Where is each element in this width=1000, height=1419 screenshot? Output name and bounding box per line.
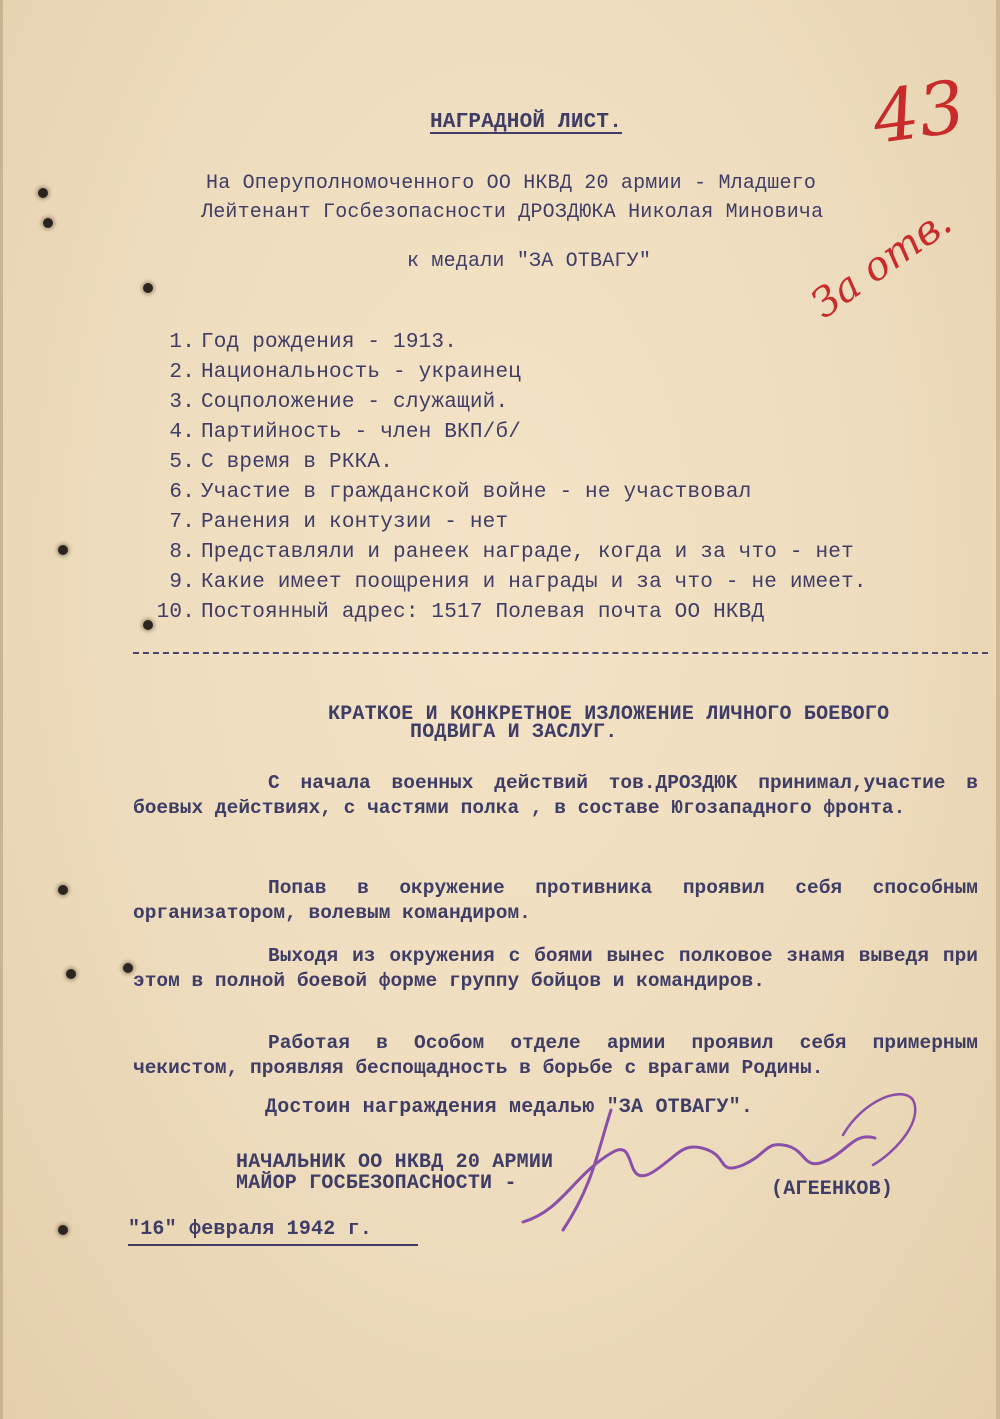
list-item: 6. Участие в гражданской войне - не участвовал xyxy=(169,481,752,504)
signatory-position-line-2: МАЙОР ГОСБЕЗОПАСНОСТИ - xyxy=(236,1172,517,1195)
punch-hole xyxy=(143,620,153,630)
list-item: 10. Постоянный адрес: 1517 Полевая почта ОО НКВД xyxy=(156,601,765,624)
list-item: 9. Какие имеет поощрения и награды и за что - не имеет. xyxy=(169,571,867,594)
handwritten-margin-note: За отв. xyxy=(803,198,961,328)
list-item: 7. Ранения и контузии - нет xyxy=(169,511,509,534)
recipient-line-2: Лейтенант Госбезопасности ДРОЗДЮКА Николая Миновича xyxy=(201,201,824,224)
recipient-line-1: На Оперуполномоченного ОО НКВД 20 армии - Младшего xyxy=(206,172,817,195)
punch-hole xyxy=(143,283,153,293)
summary-paragraph: Попав в окружение противника проявил себя способным организатором, волевым командиром. xyxy=(133,877,978,924)
list-item: 8. Представляли и ранеек награде, когда и за что - нет xyxy=(169,541,854,564)
summary-heading-line-2: ПОДВИГА И ЗАСЛУГ. xyxy=(410,721,618,744)
signatory-name: (АГЕЕНКОВ) xyxy=(771,1178,894,1201)
list-item: 2. Национальность - украинец xyxy=(169,361,522,384)
list-item: 5. С время в РККА. xyxy=(169,451,394,474)
list-item: 1. Год рождения - 1913. xyxy=(169,331,458,354)
document-date: "16" февраля 1942 г. xyxy=(128,1218,373,1241)
punch-hole xyxy=(123,963,133,973)
summary-heading-line-1: КРАТКОЕ И КОНКРЕТНОЕ ИЗЛОЖЕНИЕ ЛИЧНОГО БОЕВОГО xyxy=(328,703,890,726)
summary-paragraph: С начала военных действий тов.ДРОЗДЮК принимал,участие в боевых действиях, с частями полка , в составе Югозападного фронта. xyxy=(133,772,978,819)
list-item: 4. Партийность - член ВКП/б/ xyxy=(169,421,522,444)
punch-hole xyxy=(58,545,68,555)
section-divider xyxy=(133,652,988,654)
summary-paragraph: Работая в Особом отделе армии проявил себя примерным чекистом, проявляя беспощадность в борьбе с врагами Родины. xyxy=(133,1032,978,1079)
signatory-position-line-1: НАЧАЛЬНИК ОО НКВД 20 АРМИИ xyxy=(236,1151,554,1174)
punch-hole xyxy=(66,969,76,979)
punch-hole xyxy=(43,218,53,228)
list-item: 3. Соцположение - служащий. xyxy=(169,391,509,414)
handwritten-sheet-number: 43 xyxy=(867,64,971,160)
award-line: к медали "ЗА ОТВАГУ" xyxy=(407,250,652,273)
closing-line: Достоин награждения медалью "ЗА ОТВАГУ". xyxy=(265,1096,754,1119)
personal-data-list xyxy=(153,328,867,628)
date-underline xyxy=(128,1244,418,1246)
summary-paragraph: Выходя из окружения с боями вынес полковое знамя выведя при этом в полной боевой форме группу бойцов и командиров. xyxy=(133,945,978,992)
punch-hole xyxy=(58,885,68,895)
punch-hole xyxy=(38,188,48,198)
document-title: НАГРАДНОЙ ЛИСТ. xyxy=(430,111,623,134)
punch-hole xyxy=(58,1225,68,1235)
handwritten-signature xyxy=(503,1080,933,1240)
